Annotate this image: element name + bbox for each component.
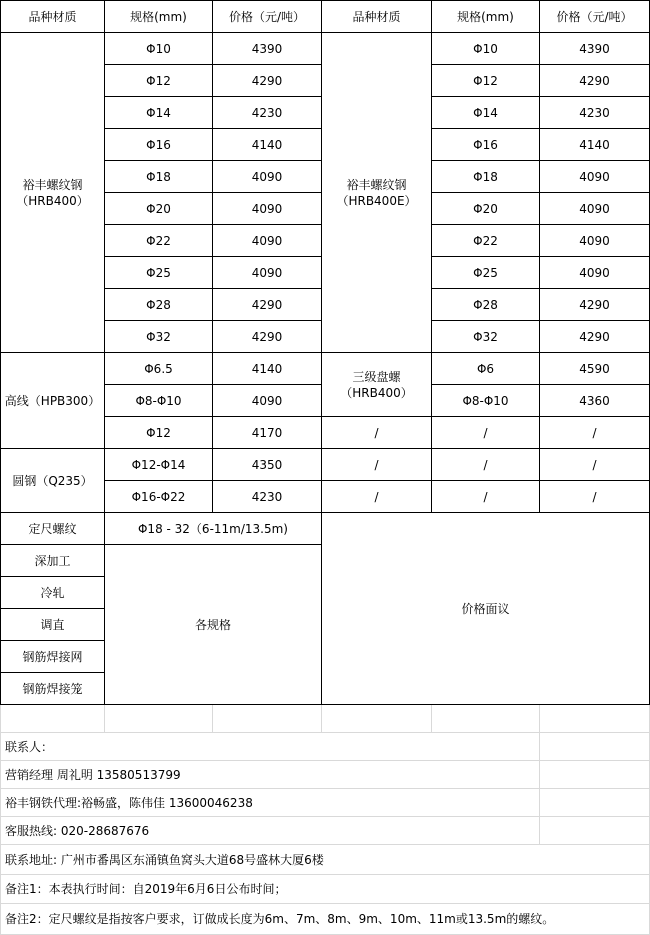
hrb400e-price-cell: 4230 (540, 97, 650, 129)
hrb400-price-cell: 4090 (213, 193, 322, 225)
note-1: 备注1：本表执行时间：自2019年6月6日公布时间； (0, 875, 650, 904)
hrb400e-spec-cell: Φ25 (432, 257, 540, 289)
blank-cell (432, 705, 540, 733)
fixed-length-label: 定尺螺纹 (0, 513, 105, 545)
q235-spec-cell: Φ16-Φ22 (105, 481, 213, 513)
hrb400e-spec-cell: Φ32 (432, 321, 540, 353)
slash-cell: / (322, 449, 432, 481)
hrb400e-spec-cell: Φ12 (432, 65, 540, 97)
slash-cell: / (322, 481, 432, 513)
hpb300-spec-cell: Φ6.5 (105, 353, 213, 385)
hrb400e-spec-cell: Φ16 (432, 129, 540, 161)
hrb400e-price-cell: 4290 (540, 289, 650, 321)
hrb400e-spec-cell: Φ18 (432, 161, 540, 193)
manager-contact: 营销经理 周礼明 13580513799 (0, 761, 540, 789)
q235-price-cell: 4350 (213, 449, 322, 481)
hpb300-price-cell: 4140 (213, 353, 322, 385)
hrb400e-spec-cell: Φ14 (432, 97, 540, 129)
processing-item: 调直 (0, 609, 105, 641)
header-spec: 规格(mm) (105, 0, 213, 33)
header-variety: 品种材质 (0, 0, 105, 33)
q235-spec-cell: Φ12-Φ14 (105, 449, 213, 481)
hpb300-price-cell: 4090 (213, 385, 322, 417)
processing-item: 钢筋焊接网 (0, 641, 105, 673)
header-price-2: 价格（元/吨） (540, 0, 650, 33)
hrb400e-price-cell: 4290 (540, 65, 650, 97)
blank-cell (540, 761, 650, 789)
hrb400e-price-cell: 4090 (540, 161, 650, 193)
slash-cell: / (540, 481, 650, 513)
hpb300-price-cell: 4170 (213, 417, 322, 449)
blank-cell (0, 705, 105, 733)
fixed-length-spec: Φ18 - 32（6-11m/13.5m) (105, 513, 322, 545)
blank-cell (105, 705, 213, 733)
all-specs: 各规格 (105, 545, 322, 705)
slash-cell: / (540, 449, 650, 481)
blank-cell (213, 705, 322, 733)
hrb400-price-cell: 4090 (213, 257, 322, 289)
hrb400e-spec-cell: Φ20 (432, 193, 540, 225)
hrb400-price-cell: 4230 (213, 97, 322, 129)
price-negotiable: 价格面议 (322, 513, 650, 705)
header-spec-2: 规格(mm) (432, 0, 540, 33)
coil-spec-cell: Φ8-Φ10 (432, 385, 540, 417)
hrb400-price-cell: 4140 (213, 129, 322, 161)
coil-spec-cell: Φ6 (432, 353, 540, 385)
hrb400-spec-cell: Φ20 (105, 193, 213, 225)
processing-item: 深加工 (0, 545, 105, 577)
agent-contact: 裕丰钢铁代理:裕畅盛，陈伟佳 13600046238 (0, 789, 540, 817)
hrb400e-price-cell: 4390 (540, 33, 650, 65)
hrb400-price-cell: 4290 (213, 289, 322, 321)
hrb400-spec-cell: Φ14 (105, 97, 213, 129)
hrb400-spec-cell: Φ22 (105, 225, 213, 257)
blank-cell (540, 817, 650, 845)
blank-cell (540, 733, 650, 761)
q235-price-cell: 4230 (213, 481, 322, 513)
contact-label: 联系人： (0, 733, 540, 761)
q235-name: 圆钢（Q235） (0, 449, 105, 513)
coil-price-cell: 4360 (540, 385, 650, 417)
hrb400e-price-cell: 4090 (540, 225, 650, 257)
processing-item: 钢筋焊接笼 (0, 673, 105, 705)
slash-cell: / (432, 449, 540, 481)
hrb400e-price-cell: 4090 (540, 257, 650, 289)
coil-price-cell: 4590 (540, 353, 650, 385)
processing-item: 冷轧 (0, 577, 105, 609)
hrb400e-price-cell: 4290 (540, 321, 650, 353)
hrb400-price-cell: 4290 (213, 65, 322, 97)
coil-name: 三级盘螺 （HRB400） (322, 353, 432, 417)
hrb400-spec-cell: Φ18 (105, 161, 213, 193)
hrb400e-price-cell: 4090 (540, 193, 650, 225)
hrb400-spec-cell: Φ12 (105, 65, 213, 97)
hrb400-price-cell: 4090 (213, 225, 322, 257)
slash-cell: / (432, 481, 540, 513)
hotline: 客服热线: 020-28687676 (0, 817, 540, 845)
header-variety-2: 品种材质 (322, 0, 432, 33)
hrb400-price-cell: 4390 (213, 33, 322, 65)
hrb400e-name: 裕丰螺纹钢 （HRB400E） (322, 33, 432, 353)
hrb400-name: 裕丰螺纹钢 （HRB400） (0, 33, 105, 353)
hrb400e-spec-cell: Φ28 (432, 289, 540, 321)
slash-cell: / (432, 417, 540, 449)
hrb400-spec-cell: Φ28 (105, 289, 213, 321)
blank-cell (540, 789, 650, 817)
hrb400-spec-cell: Φ25 (105, 257, 213, 289)
hrb400-spec-cell: Φ16 (105, 129, 213, 161)
hrb400e-spec-cell: Φ10 (432, 33, 540, 65)
hrb400e-spec-cell: Φ22 (432, 225, 540, 257)
hrb400-spec-cell: Φ10 (105, 33, 213, 65)
hrb400e-price-cell: 4140 (540, 129, 650, 161)
hpb300-name: 高线（HPB300） (0, 353, 105, 449)
slash-cell: / (322, 417, 432, 449)
note-2: 备注2：定尺螺纹是指按客户要求，订做成长度为6m、7m、8m、9m、10m、11m或13.5m的螺纹。 (0, 904, 650, 935)
header-price: 价格（元/吨） (213, 0, 322, 33)
blank-cell (322, 705, 432, 733)
blank-cell (540, 705, 650, 733)
hrb400-price-cell: 4090 (213, 161, 322, 193)
hrb400-spec-cell: Φ32 (105, 321, 213, 353)
slash-cell: / (540, 417, 650, 449)
hpb300-spec-cell: Φ8-Φ10 (105, 385, 213, 417)
hpb300-spec-cell: Φ12 (105, 417, 213, 449)
address: 联系地址: 广州市番禺区东涌镇鱼窝头大道68号盛林大厦6楼 (0, 845, 650, 875)
hrb400-price-cell: 4290 (213, 321, 322, 353)
